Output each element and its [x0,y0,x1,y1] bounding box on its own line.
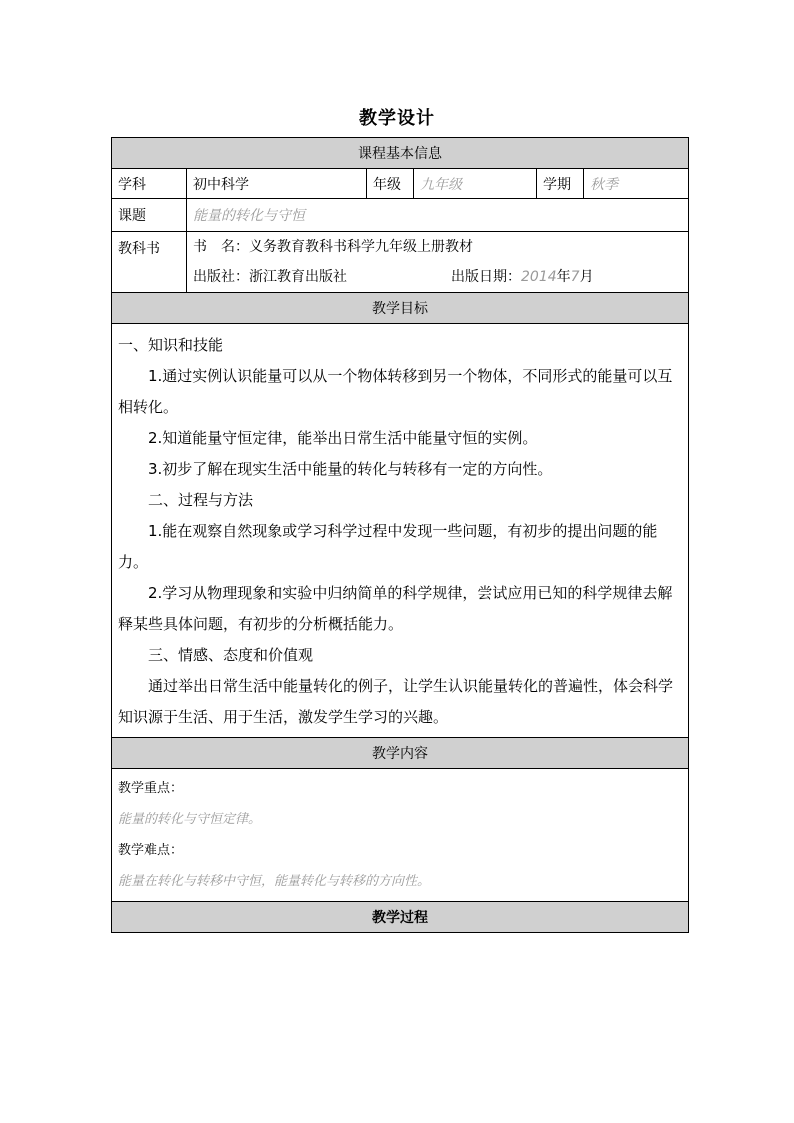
objective-item: 1.通过实例认识能量可以从一个物体转移到另一个物体，不同形式的能量可以互相转化。 [118,367,673,416]
pub-month: 7 [570,269,580,285]
subject-label: 学科 [112,169,187,199]
document-title: 教学设计 [359,108,435,129]
year-char: 年 [556,269,571,285]
key-point-label: 教学重点： [118,781,184,796]
book-name-line: 书 名：义务教育教科书科学九年级上册教材 [193,239,473,255]
subject-value: 初中科学 [187,169,367,199]
key-point-value: 能量的转化与守恒定律。 [118,812,262,827]
topic-value: 能量的转化与守恒 [187,199,689,232]
pubdate-label: 出版日期： [451,269,521,285]
textbook-info [187,232,689,293]
month-char: 月 [579,269,594,285]
grade-label: 年级 [367,169,414,199]
grade-value: 九年级 [414,169,537,199]
publisher-text: 出版社：浙江教育出版社 [193,269,347,285]
objective-item: 2.学习从物理现象和实验中归纳简单的科学规律，尝试应用已知的科学规律去解释某些具体问题，有初步的分析概括能力。 [118,584,673,633]
term-value: 秋季 [584,169,689,199]
section-header-objectives: 教学目标 [112,293,689,324]
objective-item: 2.知道能量守恒定律，能举出日常生活中能量守恒的实例。 [148,429,538,447]
textbook-label: 教科书 [112,232,187,293]
lesson-plan-table [111,137,689,933]
objective-item: 通过举出日常生活中能量转化的例子，让学生认识能量转化的普遍性，体会科学知识源于生活、用于生活，激发学生学习的兴趣。 [118,677,674,726]
difficult-point-value: 能量在转化与转移中守恒，能量转化与转移的方向性。 [118,874,431,889]
term-label: 学期 [537,169,584,199]
topic-label: 课题 [112,199,187,232]
objective-item: 3.初步了解在现实生活中能量的转化与转移有一定的方向性。 [148,460,553,478]
content-body [112,769,689,902]
objective-heading-attitude: 三、情感、态度和价值观 [148,646,314,664]
section-header-process: 教学过程 [112,902,689,933]
section-header-basic-info: 课程基本信息 [112,138,689,169]
difficult-point-label: 教学难点： [118,843,184,858]
objective-heading-knowledge: 一、知识和技能 [118,336,224,354]
pub-year: 2014 [521,269,557,285]
section-header-content: 教学内容 [112,738,689,769]
objective-heading-process: 二、过程与方法 [148,491,254,509]
objectives-body [112,324,689,738]
publisher-line [193,262,682,292]
objective-item: 1.能在观察自然现象或学习科学过程中发现一些问题，有初步的提出问题的能力。 [118,522,658,571]
